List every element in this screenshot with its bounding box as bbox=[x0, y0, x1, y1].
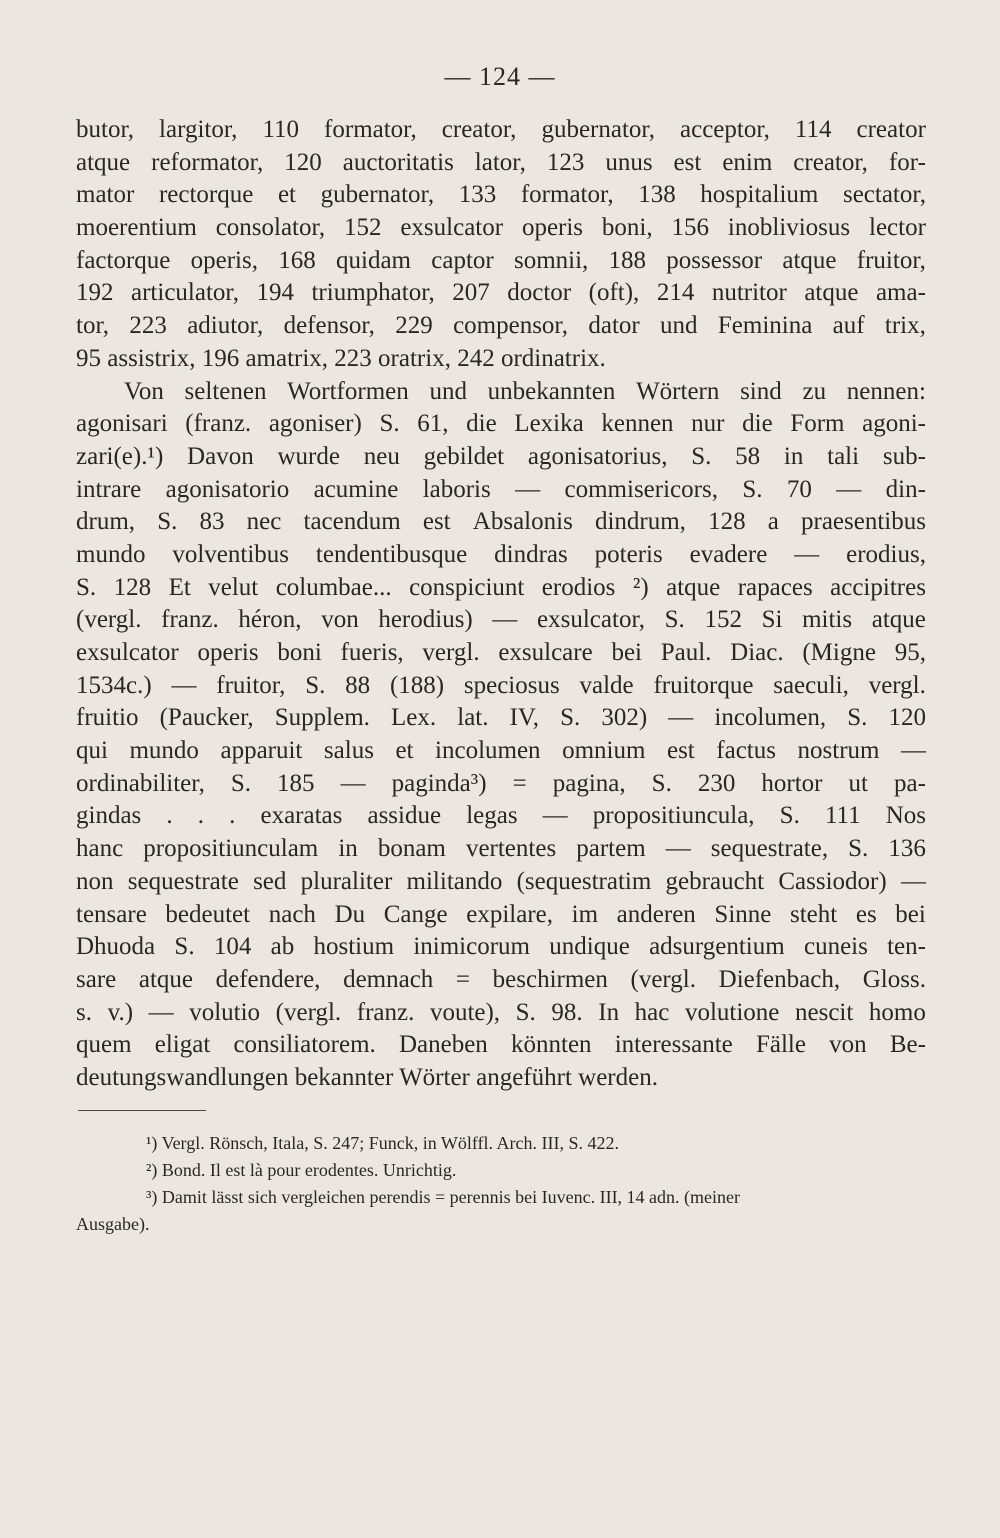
text-line: ordinabiliter, S. 185 — paginda³) = pagina, S. 230 hortor ut pa- bbox=[76, 769, 926, 797]
text-line: sare atque defendere, demnach = beschirmen (vergl. Diefenbach, Gloss. bbox=[76, 965, 926, 993]
text-line: S. 128 Et velut columbae... conspiciunt erodios ²) atque rapaces accipitres bbox=[76, 573, 926, 601]
text-line: exsulcator operis boni fueris, vergl. exsulcare bei Paul. Diac. (Migne 95, bbox=[76, 639, 926, 666]
footnote-1: ¹) Vergl. Rönsch, Itala, S. 247; Funck, in Wölffl. Arch. III, S. 422. bbox=[146, 1133, 620, 1153]
text-line: s. v.) — volutio (vergl. franz. voute), S. 98. In hac volutione nescit homo bbox=[76, 998, 926, 1026]
paragraph-2 bbox=[76, 376, 926, 1095]
text-line: Von seltenen Wortformen und unbekannten Wörtern sind zu nennen: bbox=[124, 377, 926, 405]
body-text bbox=[76, 114, 926, 1095]
text-line: intrare agonisatorio acumine laboris — commisericors, S. 70 — din- bbox=[76, 475, 926, 503]
text-line: tensare bedeutet nach Du Cange expilare, im anderen Sinne steht es bei bbox=[76, 900, 926, 928]
text-line: fruitio (Paucker, Supplem. Lex. lat. IV, S. 302) — incolumen, S. 120 bbox=[76, 704, 926, 732]
text-line: hanc propositiunculam in bonam vertentes partem — sequestrate, S. 136 bbox=[76, 835, 926, 863]
text-line: mundo volventibus tendentibusque dindras poteris evadere — erodius, bbox=[76, 540, 926, 568]
text-line: Dhuoda S. 104 ab hostium inimicorum undique adsurgentium cuneis ten- bbox=[76, 933, 926, 961]
text-line: atque reformator, 120 auctoritatis lator, 123 unus est enim creator, for- bbox=[76, 148, 926, 176]
footnotes bbox=[76, 1130, 930, 1238]
text-line: (vergl. franz. héron, von herodius) — exsulcator, S. 152 Si mitis atque bbox=[76, 606, 926, 634]
text-line: qui mundo apparuit salus et incolumen omnium est factus nostrum — bbox=[76, 737, 926, 765]
footnote-2: ²) Bond. Il est là pour erodentes. Unrichtig. bbox=[146, 1160, 457, 1180]
text-line: deutungswandlungen bekannter Wörter angeführt werden. bbox=[76, 1063, 658, 1091]
text-line: factorque operis, 168 quidam captor somnii, 188 possessor atque fruitor, bbox=[76, 246, 926, 274]
text-line: tor, 223 adiutor, defensor, 229 compensor, dator und Feminina auf trix, bbox=[76, 312, 926, 340]
text-line: quem eligat consiliatorem. Daneben könnten interessante Fälle von Be- bbox=[76, 1031, 926, 1059]
text-line: gindas . . . exaratas assidue legas — propositiuncula, S. 111 Nos bbox=[76, 802, 926, 830]
text-line: agonisari (franz. agoniser) S. 61, die Lexika kennen nur die Form agoni- bbox=[76, 410, 926, 438]
text-line: non sequestrate sed pluraliter militando (sequestratim gebraucht Cassiodor) — bbox=[76, 867, 926, 895]
text-line: moerentium consolator, 152 exsulcator operis boni, 156 inobliviosus lector bbox=[76, 214, 926, 242]
text-line: 1534c.) — fruitor, S. 88 (188) speciosus valde fruitorque saeculi, vergl. bbox=[76, 671, 926, 699]
text-line: butor, largitor, 110 formator, creator, gubernator, acceptor, 114 creator bbox=[76, 116, 926, 143]
text-line: 192 articulator, 194 triumphator, 207 doctor (oft), 214 nutritor atque ama- bbox=[76, 279, 926, 307]
text-line: drum, S. 83 nec tacendum est Absalonis dindrum, 128 a praesentibus bbox=[76, 508, 926, 536]
paragraph-1 bbox=[76, 114, 926, 376]
text-line: 95 assistrix, 196 amatrix, 223 oratrix, 242 ordinatrix. bbox=[76, 344, 606, 372]
footnote-divider bbox=[78, 1110, 206, 1111]
footnote-3-continuation: Ausgabe). bbox=[76, 1214, 150, 1234]
footnote-3: ³) Damit lässt sich vergleichen perendis = perennis bei Iuvenc. III, 14 adn. (meiner bbox=[146, 1187, 741, 1207]
text-line: zari(e).¹) Davon wurde neu gebildet agonisatorius, S. 58 in tali sub- bbox=[76, 442, 926, 470]
text-line: mator rectorque et gubernator, 133 formator, 138 hospitalium sectator, bbox=[76, 181, 926, 209]
page-number: — 124 — bbox=[444, 62, 556, 91]
